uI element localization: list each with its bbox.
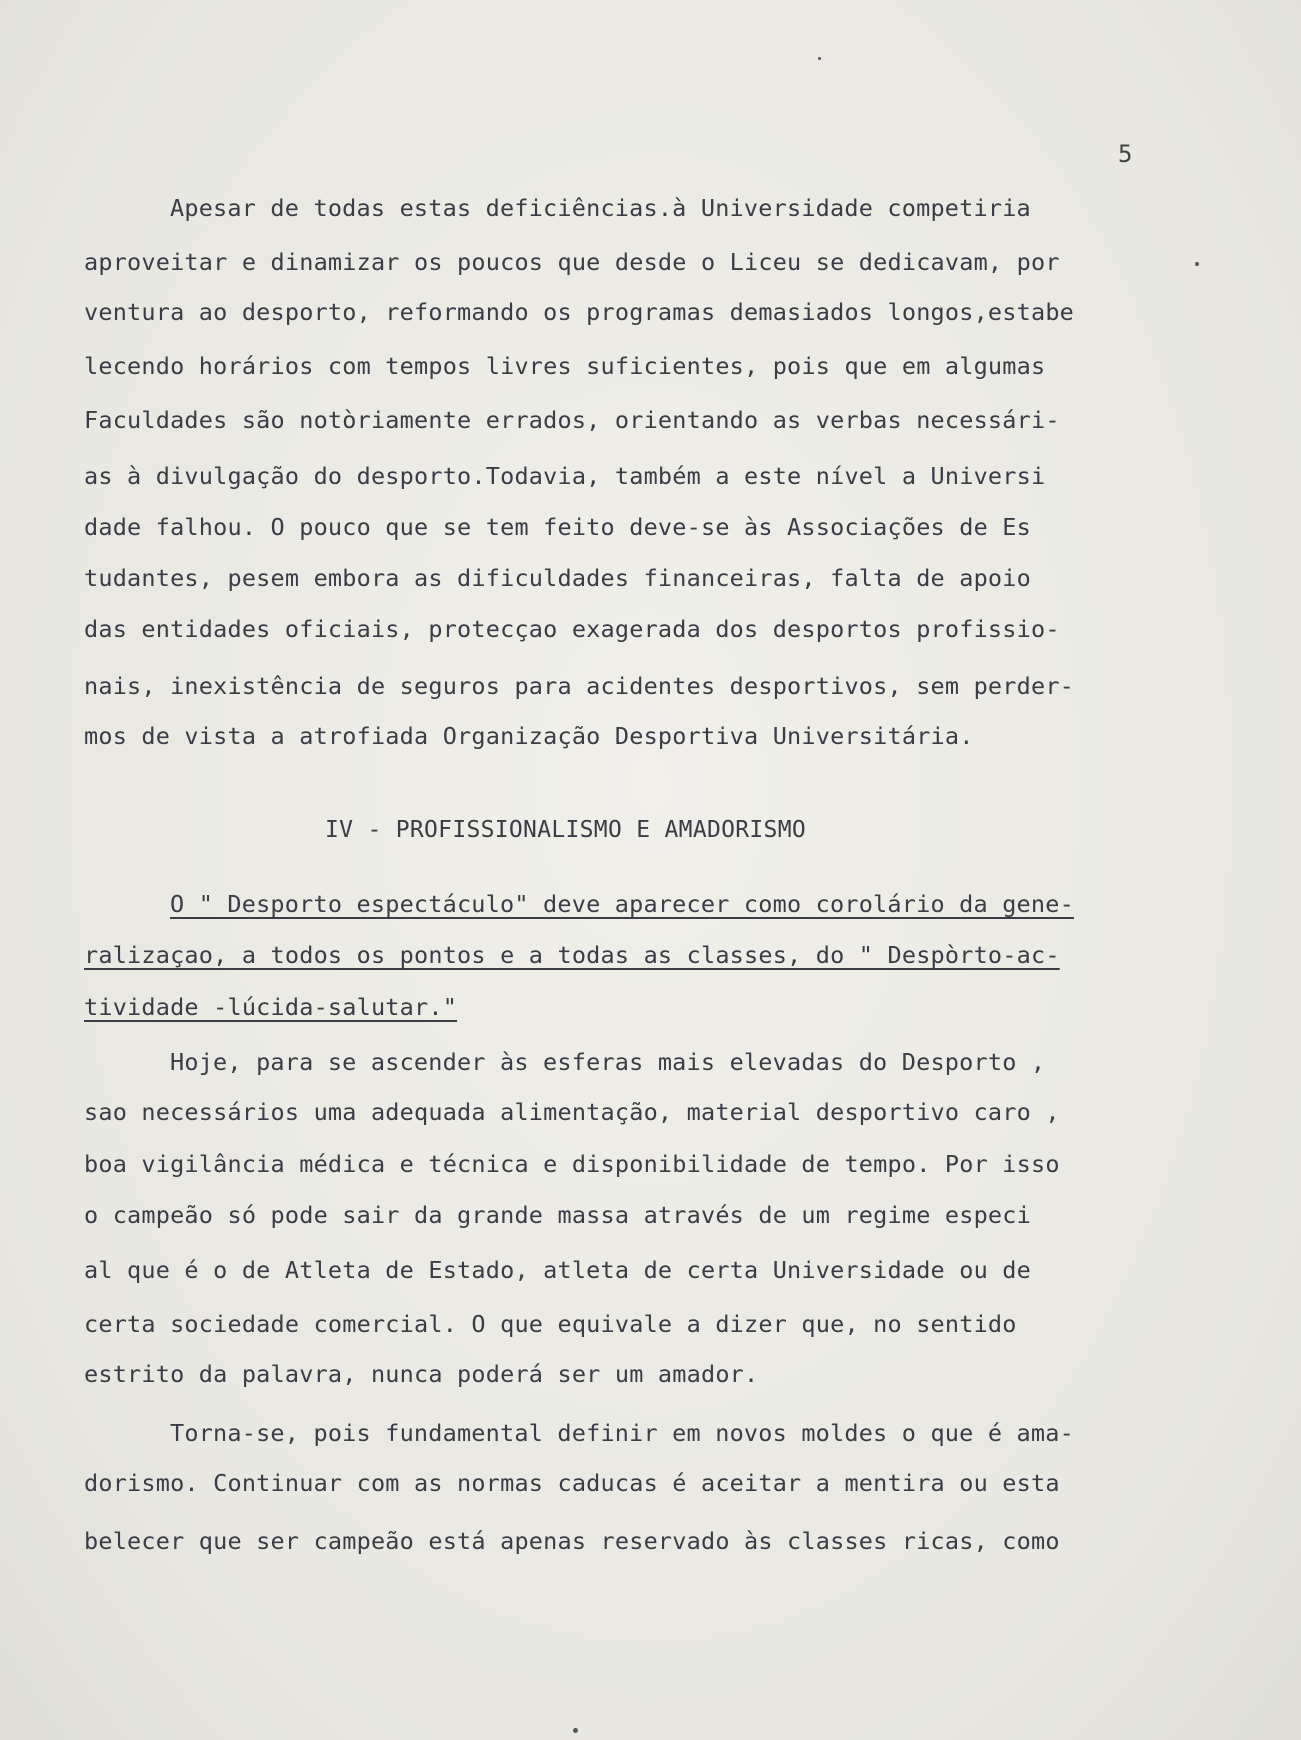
quote-line: ralizaçao, a todos os pontos e a todas as classes, do " Despòrto-ac- — [84, 941, 1060, 969]
text-line: Torna-se, pois fundamental definir em novos moldes o que é ama- — [170, 1419, 1074, 1447]
scan-speck — [818, 57, 821, 60]
text-line: belecer que ser campeão está apenas reservado às classes ricas, como — [84, 1527, 1060, 1555]
text-line: al que é o de Atleta de Estado, atleta de certa Universidade ou de — [84, 1256, 1031, 1284]
scan-speck — [573, 1728, 578, 1733]
quote-line: tividade -lúcida-salutar." — [84, 993, 458, 1021]
page-number: 5 — [1118, 140, 1133, 168]
text-line: Faculdades são notòriamente errados, orientando as verbas necessári- — [84, 406, 1060, 434]
text-line: mos de vista a atrofiada Organização Desportiva Universitária. — [84, 722, 974, 750]
text-line: das entidades oficiais, protecçao exagerada dos desportos profissio- — [84, 615, 1060, 643]
text-line: Apesar de todas estas deficiências.à Universidade competiria — [170, 194, 1031, 222]
section-heading: IV - PROFISSIONALISMO E AMADORISMO — [325, 817, 807, 843]
text-line: boa vigilância médica e técnica e disponibilidade de tempo. Por isso — [84, 1150, 1060, 1178]
text-line: dorismo. Continuar com as normas caducas é aceitar a mentira ou esta — [84, 1469, 1060, 1497]
quote-line: O " Desporto espectáculo" deve aparecer como corolário da gene- — [170, 890, 1074, 918]
text-line: nais, inexistência de seguros para acidentes desportivos, sem perder- — [84, 672, 1075, 700]
text-line: tudantes, pesem embora as dificuldades financeiras, falta de apoio — [84, 564, 1031, 592]
text-line: lecendo horários com tempos livres suficientes, pois que em algumas — [84, 352, 1046, 380]
text-line: aproveitar e dinamizar os poucos que desde o Liceu se dedicavam, por — [84, 248, 1060, 276]
text-line: o campeão só pode sair da grande massa através de um regime especi — [84, 1201, 1031, 1229]
text-line: as à divulgação do desporto.Todavia, também a este nível a Universi — [84, 462, 1046, 490]
text-line: certa sociedade comercial. O que equivale a dizer que, no sentido — [84, 1310, 1017, 1338]
text-line: Hoje, para se ascender às esferas mais elevadas do Desporto , — [170, 1048, 1046, 1076]
text-line: estrito da palavra, nunca poderá ser um amador. — [84, 1360, 759, 1388]
scan-speck — [1195, 262, 1199, 266]
text-line: sao necessários uma adequada alimentação, material desportivo caro , — [84, 1098, 1060, 1126]
text-line: ventura ao desporto, reformando os programas demasiados longos,estabe — [84, 298, 1075, 326]
text-line: dade falhou. O pouco que se tem feito deve-se às Associações de Es — [84, 513, 1031, 541]
